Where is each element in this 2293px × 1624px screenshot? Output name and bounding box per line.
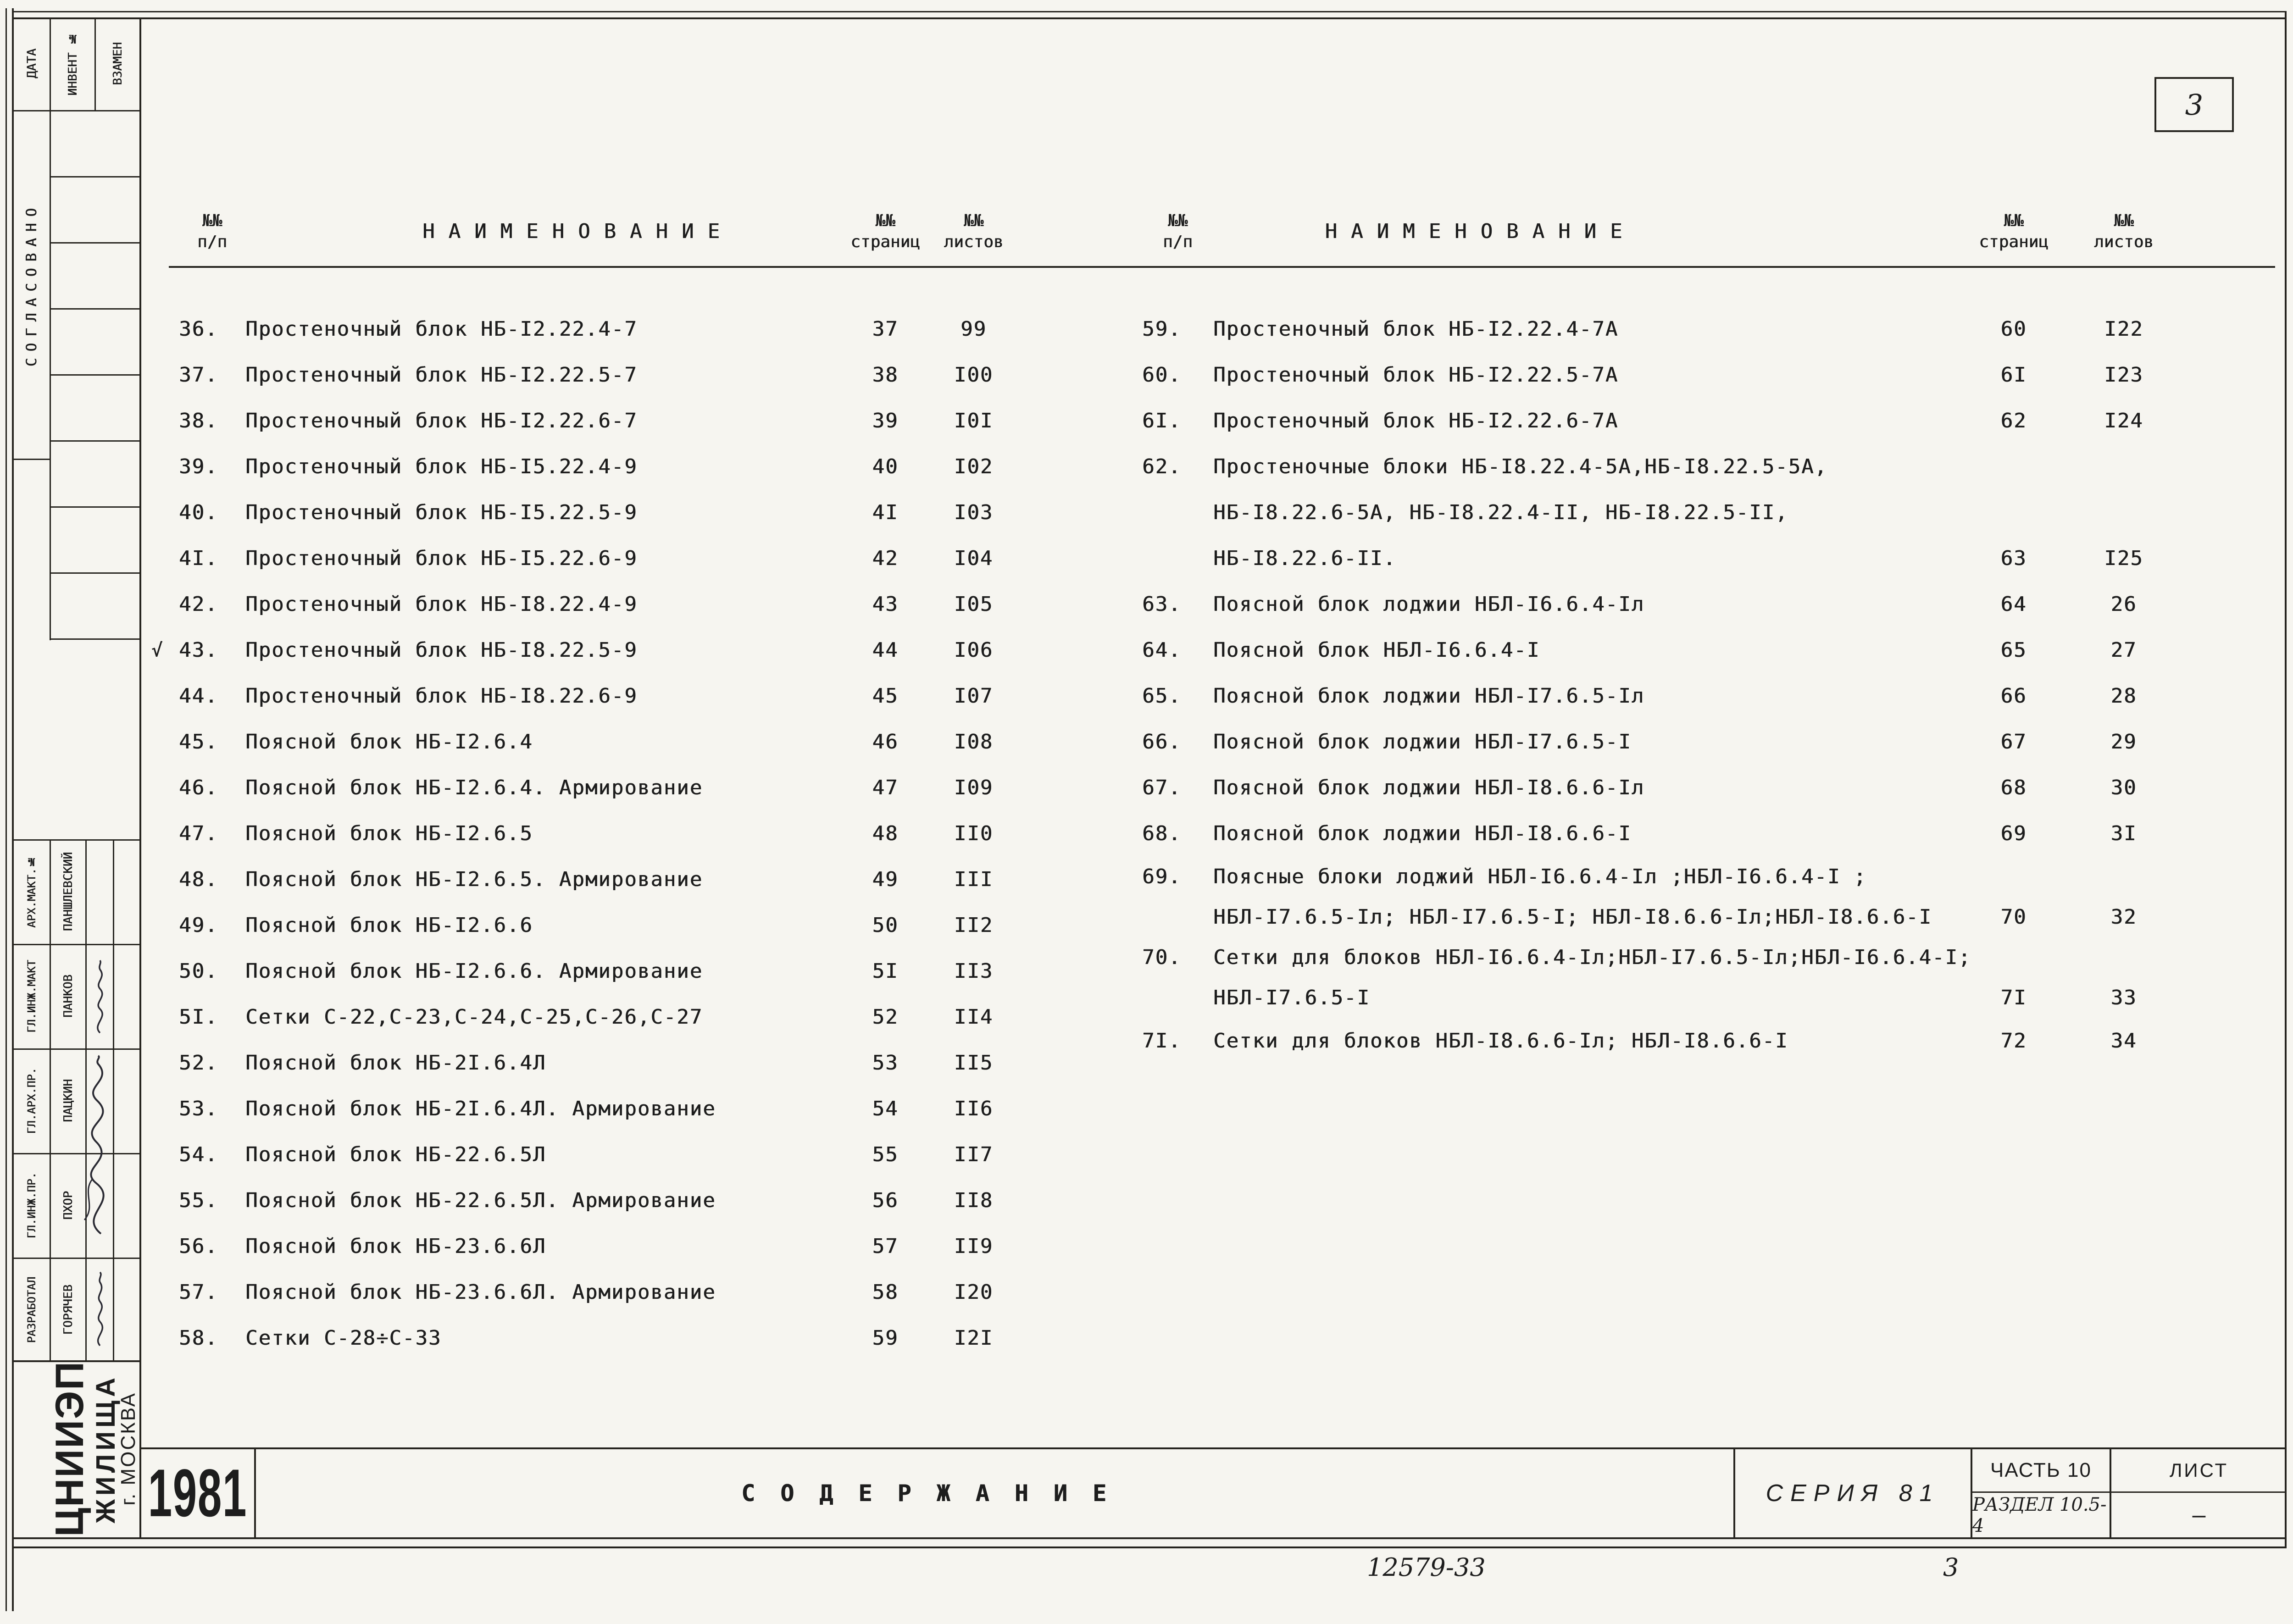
toc-item-sheet: 34 (2110, 1029, 2137, 1053)
toc-item-page: 65 (2000, 638, 2027, 662)
toc-item-number: 46. (179, 776, 218, 799)
stamp-name: ПАНШЛЕВСКИЙ (61, 852, 75, 931)
header-sheets-no: №№ (2114, 211, 2134, 230)
toc-item-number: 56. (179, 1235, 218, 1258)
toc-item-number: 40. (179, 501, 218, 524)
toc-row (179, 857, 1023, 903)
toc-item-sheet: 33 (2110, 986, 2137, 1009)
toc-item-sheet: I25 (2104, 547, 2143, 570)
toc-item-sheet: 27 (2110, 638, 2137, 662)
frame-line (12, 11, 2287, 12)
year: 1981 (148, 1456, 248, 1531)
toc-row (1142, 398, 2183, 444)
toc-item-number: 55. (179, 1189, 218, 1212)
toc-item-page: 7I (2000, 986, 2027, 1009)
toc-item-page: 62 (2000, 409, 2027, 432)
toc-item-number: 43. √ (179, 627, 245, 673)
toc-row (179, 1315, 1023, 1361)
toc-item-title: Простеночный блок НБ-I2.22.5-7А (1213, 363, 1619, 387)
header-num-no: №№ (1167, 211, 1188, 230)
toc-item-number: 59. (1142, 317, 1182, 341)
toc-item-sheet: III (954, 868, 994, 891)
stamp-name: ПАЦКИН (61, 1079, 75, 1122)
toc-item-page: 70 (2000, 905, 2027, 929)
toc-item-title: Поясные блоки лоджий НБЛ-I6.6.4-Iл ;НБЛ-I6.6.4-I ; НБЛ-I7.6.5-Iл; НБЛ-I7.6.5-I; НБЛ-I8.6.6-Iл;НБЛ-I8.6.6-I (1213, 865, 1932, 929)
toc-item-sheet: 26 (2110, 593, 2137, 616)
toc-item-title: Простеночный блок НБ-I2.22.6-7 (245, 409, 638, 432)
toc-item-sheet: II7 (954, 1143, 994, 1166)
org-city-cell (117, 1360, 140, 1537)
toc-item-sheet: 99 (961, 317, 987, 341)
toc-row (1142, 582, 2183, 627)
toc-item-title: Простеночные блоки НБ-I8.22.4-5А,НБ-I8.22.5-5А, НБ-I8.22.6-5А, НБ-I8.22.4-II, НБ-I8.22.5-II, НБ-I8.22.6-II. (1213, 455, 1828, 570)
toc-table-left (151, 306, 1023, 1361)
toc-item-sheet: I23 (2104, 363, 2143, 387)
toc-row (1142, 811, 2183, 857)
toc-item-number: 64. (1142, 638, 1182, 662)
org-dept-cell (90, 1360, 121, 1537)
toc-item-number: 53. (179, 1097, 218, 1120)
toc-row (179, 811, 1023, 857)
frame-line (50, 242, 141, 244)
toc-item-sheet: I06 (954, 638, 994, 662)
toc-row (1142, 673, 2183, 719)
toc-row (179, 1086, 1023, 1132)
toc-item-number: 68. (1142, 822, 1182, 845)
toc-item-page: 49 (872, 868, 899, 891)
toc-row (179, 306, 1023, 352)
year-cell (141, 1449, 254, 1537)
toc-item-number: 48. (179, 868, 218, 891)
stamp-role-cell (13, 1258, 50, 1362)
toc-row (1142, 1018, 2183, 1064)
stamp-date-cell (13, 17, 50, 110)
toc-item-title: Простеночный блок НБ-I8.22.6-9 (245, 684, 638, 708)
section-cell (1972, 1493, 2110, 1537)
header-pages (1963, 197, 2064, 266)
toc-item-page: 46 (872, 730, 899, 754)
header-num-pp: п/п (197, 233, 228, 251)
toc-item-page: 72 (2000, 1029, 2027, 1053)
sheet-value: — (2192, 1502, 2206, 1528)
toc-item-page: 68 (2000, 776, 2027, 799)
header-sheets (924, 197, 1023, 266)
toc-row (179, 948, 1023, 994)
toc-item-title: Поясной блок лоджии НБЛ-I7.6.5-Iл (1213, 684, 1645, 708)
header-sheets (2064, 197, 2183, 266)
signature (69, 1055, 124, 1238)
toc-item-title: Простеночный блок НБ-I2.22.4-7А (1213, 317, 1619, 341)
toc-item-page: 39 (872, 409, 899, 432)
toc-item-page: 55 (872, 1143, 899, 1166)
frame-line (50, 308, 141, 310)
toc-item-number: 42. (179, 593, 218, 616)
toc-item-title: Простеночный блок НБ-I5.22.4-9 (245, 455, 638, 478)
toc-item-title: Поясной блок НБ-2I.6.4Л (245, 1051, 546, 1075)
toc-item-title: Поясной блок НБ-I2.6.5 (245, 822, 533, 845)
toc-item-sheet: I00 (954, 363, 994, 387)
toc-item-page: 43 (872, 593, 899, 616)
toc-item-page: 42 (872, 547, 899, 570)
toc-row (1142, 857, 2183, 937)
toc-item-sheet: I07 (954, 684, 994, 708)
toc-item-page: 45 (872, 684, 899, 708)
toc-item-page: 6I (2000, 363, 2027, 387)
toc-item-sheet: I0I (954, 409, 994, 432)
frame-line (50, 440, 141, 442)
toc-item-title: Сетки С-22,С-23,С-24,С-25,С-26,С-27 (245, 1005, 703, 1029)
toc-item-title: Поясной блок НБЛ-I6.6.4-I (1213, 638, 1540, 662)
toc-item-sheet: 28 (2110, 684, 2137, 708)
toc-item-page: 50 (872, 914, 899, 937)
stamp-invent-label: ИНВЕНТ № (66, 32, 80, 96)
signature (88, 959, 112, 1036)
toc-item-number: 69. (1142, 865, 1182, 888)
stamp-name: ПАНКОВ (61, 975, 75, 1018)
toc-item-page: 52 (872, 1005, 899, 1029)
sheet-number-box (2154, 77, 2234, 132)
stamp-agreed-label: СОГЛАСОВАНО (23, 202, 40, 367)
stamp-name-cell (50, 944, 86, 1048)
content-title-cell (256, 1449, 1733, 1537)
toc-item-sheet: I20 (954, 1280, 994, 1304)
toc-item-page: 5I (872, 959, 899, 983)
header-pages-no: №№ (2004, 211, 2024, 230)
toc-item-sheet: I02 (954, 455, 994, 478)
toc-item-title: Сетки для блоков НБЛ-I8.6.6-Iл; НБЛ-I8.6.6-I (1213, 1029, 1788, 1053)
toc-item-title: Поясной блок НБ-I2.6.6 (245, 914, 533, 937)
header-num (179, 197, 245, 266)
toc-item-title: Простеночный блок НБ-I2.22.6-7А (1213, 409, 1619, 432)
frame-line (50, 374, 141, 376)
toc-item-title: Поясной блок НБ-I2.6.4. Армирование (245, 776, 703, 799)
toc-item-number: 7I. (1142, 1029, 1182, 1053)
toc-item-number: 45. (179, 730, 218, 754)
header-pages (846, 197, 924, 266)
toc-item-number: 50. (179, 959, 218, 983)
toc-item-title: Поясной блок лоджии НБЛ-I8.6.6-Iл (1213, 776, 1645, 799)
toc-row (151, 627, 1023, 673)
toc-item-title: Простеночный блок НБ-I5.22.5-9 (245, 501, 638, 524)
toc-item-number: 52. (179, 1051, 218, 1075)
toc-item-title: Поясной блок НБ-23.6.6Л (245, 1235, 546, 1258)
toc-item-number: 65. (1142, 684, 1182, 708)
toc-item-title: Поясной блок лоджии НБЛ-I8.6.6-I (1213, 822, 1632, 845)
part-cell (1972, 1449, 2110, 1491)
stamp-date-label: ДАТА (24, 49, 39, 79)
toc-item-page: 60 (2000, 317, 2027, 341)
stamp-role: ГЛ.ИНЖ.МАКТ (25, 959, 38, 1033)
signature (88, 1270, 112, 1348)
toc-item-page: 63 (2000, 547, 2027, 570)
stamp-role: ГЛ.АРХ.ПР. (25, 1067, 38, 1134)
toc-item-title: Поясной блок НБ-2I.6.4Л. Армирование (245, 1097, 716, 1120)
toc-row (1142, 306, 2183, 352)
toc-item-sheet: 3I (2110, 822, 2137, 845)
stamp-agreed-cell (13, 110, 50, 459)
toc-item-page: 57 (872, 1235, 899, 1258)
toc-item-page: 40 (872, 455, 899, 478)
header-pages-label: страниц (850, 233, 920, 251)
toc-item-number: 49. (179, 914, 218, 937)
toc-item-sheet: I22 (2104, 317, 2143, 341)
toc-item-sheet: II0 (954, 822, 994, 845)
header-sheets-label: листов (944, 233, 1004, 251)
frame-line (12, 17, 2287, 19)
toc-item-sheet: 32 (2110, 905, 2137, 929)
header-num-pp: п/п (1162, 233, 1193, 251)
toc-item-sheet: I09 (954, 776, 994, 799)
toc-item-title: Поясной блок НБ-I2.6.6. Армирование (245, 959, 703, 983)
header-num-no: №№ (202, 211, 222, 230)
toc-row (179, 903, 1023, 948)
header-num (1142, 197, 1213, 266)
toc-item-title: Простеночный блок НБ-I5.22.6-9 (245, 547, 638, 570)
toc-item-number: 38. (179, 409, 218, 432)
toc-item-number: 60. (1142, 363, 1182, 387)
sheet-label: ЛИСТ (2169, 1459, 2229, 1481)
toc-item-number: 44. (179, 684, 218, 708)
toc-item-page: 47 (872, 776, 899, 799)
toc-row (179, 490, 1023, 536)
toc-row (1142, 719, 2183, 765)
stamp-role-cell (13, 839, 50, 944)
toc-item-title: Поясной блок НБ-22.6.5Л (245, 1143, 546, 1166)
stamp-name-cell (50, 1258, 86, 1362)
toc-item-title: Поясной блок НБ-I2.6.4 (245, 730, 533, 754)
toc-item-sheet: II8 (954, 1189, 994, 1212)
toc-item-sheet: I08 (954, 730, 994, 754)
checkmark: √ (151, 640, 164, 661)
content-title: СОДЕРЖАНИЕ (741, 1480, 1132, 1507)
series-cell (1735, 1449, 1971, 1537)
toc-item-page: 44 (872, 638, 899, 662)
toc-table-right (1142, 306, 2183, 1064)
toc-item-number: 58. (179, 1326, 218, 1350)
header-pages-no: №№ (875, 211, 895, 230)
toc-item-page: 54 (872, 1097, 899, 1120)
toc-row (179, 582, 1023, 627)
toc-item-title: Поясной блок лоджии НБЛ-I7.6.5-I (1213, 730, 1632, 754)
toc-row (1142, 444, 2183, 582)
sheet-number: 3 (2185, 88, 2204, 122)
toc-item-number: 39. (179, 455, 218, 478)
toc-item-sheet: 29 (2110, 730, 2137, 754)
org-name-cell (44, 1360, 95, 1537)
toc-item-sheet: I03 (954, 501, 994, 524)
toc-item-sheet: 30 (2110, 776, 2137, 799)
toc-item-number: 6I. (1142, 409, 1182, 432)
frame-line (12, 459, 51, 460)
header-name-label: НАИМЕНОВАНИЕ (1325, 220, 1636, 243)
stamp-role-cell (13, 944, 50, 1048)
toc-item-title: Сетки для блоков НБЛ-I6.6.4-Iл;НБЛ-I7.6.5-Iл;НБЛ-I6.6.4-I; НБЛ-I7.6.5-I (1213, 946, 1971, 1009)
toc-item-number: 36. (179, 317, 218, 341)
toc-item-sheet: I2I (954, 1326, 994, 1350)
part-label: ЧАСТЬ 10 (1990, 1459, 2092, 1481)
frame-line (50, 638, 141, 640)
series-label: СЕРИЯ 81 (1766, 1480, 1940, 1507)
doc-page-number: 3 (1943, 1553, 1959, 1582)
stamp-role: ГЛ.ИНЖ.ПР. (25, 1172, 38, 1239)
toc-item-page: 66 (2000, 684, 2027, 708)
stamp-replace-cell (95, 17, 140, 110)
toc-item-number: 57. (179, 1280, 218, 1304)
toc-item-page: 38 (872, 363, 899, 387)
toc-item-title: Простеночный блок НБ-I8.22.4-9 (245, 593, 638, 616)
toc-item-number: 63. (1142, 593, 1182, 616)
toc-item-page: 48 (872, 822, 899, 845)
toc-item-page: 64 (2000, 593, 2027, 616)
toc-item-page: 4I (872, 501, 899, 524)
toc-item-page: 37 (872, 317, 899, 341)
toc-item-number: 4I. (179, 547, 218, 570)
toc-item-sheet: II4 (954, 1005, 994, 1029)
toc-row (179, 765, 1023, 811)
toc-row (179, 1040, 1023, 1086)
toc-item-sheet: I24 (2104, 409, 2143, 432)
toc-item-sheet: I05 (954, 593, 994, 616)
toc-item-page: 53 (872, 1051, 899, 1075)
section-label: РАЗДЕЛ 10.5-4 (1972, 1494, 2107, 1536)
toc-item-number: 37. (179, 363, 218, 387)
frame-line (169, 266, 2275, 268)
stamp-replace-label: ВЗАМЕН (111, 42, 125, 85)
toc-item-title: Простеночный блок НБ-I2.22.4-7 (245, 317, 638, 341)
org-name: ЦНИИЭП (47, 1361, 92, 1537)
frame-line (50, 176, 141, 177)
toc-row (179, 994, 1023, 1040)
toc-item-page: 69 (2000, 822, 2027, 845)
toc-item-number: 54. (179, 1143, 218, 1166)
header-name-label: НАИМЕНОВАНИЕ (422, 220, 733, 243)
stamp-name-cell (50, 839, 86, 944)
toc-row (179, 719, 1023, 765)
toc-row (179, 1132, 1023, 1178)
stamp-role: РАЗРАБОТАЛ (25, 1276, 38, 1343)
toc-item-sheet: II6 (954, 1097, 994, 1120)
toc-item-number: 5I. (179, 1005, 218, 1029)
table-header-right (1142, 197, 2183, 266)
toc-row (1142, 627, 2183, 673)
org-city: г. МОСКВА (117, 1392, 139, 1506)
stamp-role-cell (13, 1048, 50, 1153)
toc-item-title: Поясной блок НБ-22.6.5Л. Армирование (245, 1189, 716, 1212)
frame-line (12, 1546, 2287, 1548)
stamp-name: ГОРЯЧЕВ (61, 1285, 75, 1335)
header-name (245, 197, 846, 266)
toc-item-sheet: II5 (954, 1051, 994, 1075)
toc-row (1142, 352, 2183, 398)
sheet-label-cell (2111, 1449, 2287, 1491)
frame-line (139, 17, 141, 1539)
toc-row (1142, 937, 2183, 1018)
stamp-role-cell (13, 1153, 50, 1258)
toc-item-title: Простеночный блок НБ-I2.22.5-7 (245, 363, 638, 387)
toc-item-title: Поясной блок НБ-I2.6.5. Армирование (245, 868, 703, 891)
toc-item-page: 59 (872, 1326, 899, 1350)
toc-item-sheet: II3 (954, 959, 994, 983)
toc-item-page: 58 (872, 1280, 899, 1304)
frame-line (12, 1537, 2287, 1539)
toc-item-number: 47. (179, 822, 218, 845)
toc-row (1142, 765, 2183, 811)
toc-item-sheet: II9 (954, 1235, 994, 1258)
toc-item-number: 67. (1142, 776, 1182, 799)
toc-item-sheet: II2 (954, 914, 994, 937)
header-sheets-label: листов (2093, 233, 2154, 251)
toc-item-page: 67 (2000, 730, 2027, 754)
frame-line (6, 8, 7, 1611)
stamp-invent-cell (50, 17, 95, 110)
doc-number: 12579-33 (1367, 1553, 1486, 1582)
frame-line (50, 506, 141, 508)
toc-item-sheet: I04 (954, 547, 994, 570)
toc-row (179, 1269, 1023, 1315)
toc-item-number: 66. (1142, 730, 1182, 754)
stamp-role: АРХ.МАКТ.№ (25, 855, 38, 928)
org-dept: ЖИЛИЩА (90, 1374, 121, 1524)
frame-line (2285, 11, 2287, 1548)
toc-row (179, 1224, 1023, 1269)
sheet-value-cell (2111, 1493, 2287, 1537)
toc-row (179, 1178, 1023, 1224)
toc-item-page: 56 (872, 1189, 899, 1212)
toc-item-title: Поясной блок лоджии НБЛ-I6.6.4-Iл (1213, 593, 1645, 616)
toc-item-title: Сетки С-28÷С-33 (245, 1326, 442, 1350)
frame-line (50, 572, 141, 574)
toc-item-number: 70. (1142, 946, 1182, 969)
table-header-left (179, 197, 1023, 266)
toc-row (179, 673, 1023, 719)
toc-row (179, 536, 1023, 582)
toc-item-number: 62. (1142, 455, 1182, 478)
toc-row (179, 398, 1023, 444)
header-name (1213, 197, 1963, 266)
toc-item-title: Простеночный блок НБ-I8.22.5-9 (245, 638, 638, 662)
toc-item-title: Поясной блок НБ-23.6.6Л. Армирование (245, 1280, 716, 1304)
toc-row (179, 444, 1023, 490)
header-pages-label: страниц (1979, 233, 2049, 251)
toc-row (179, 352, 1023, 398)
stamp-name: ПХОР (61, 1191, 75, 1220)
header-sheets-no: №№ (963, 211, 984, 230)
